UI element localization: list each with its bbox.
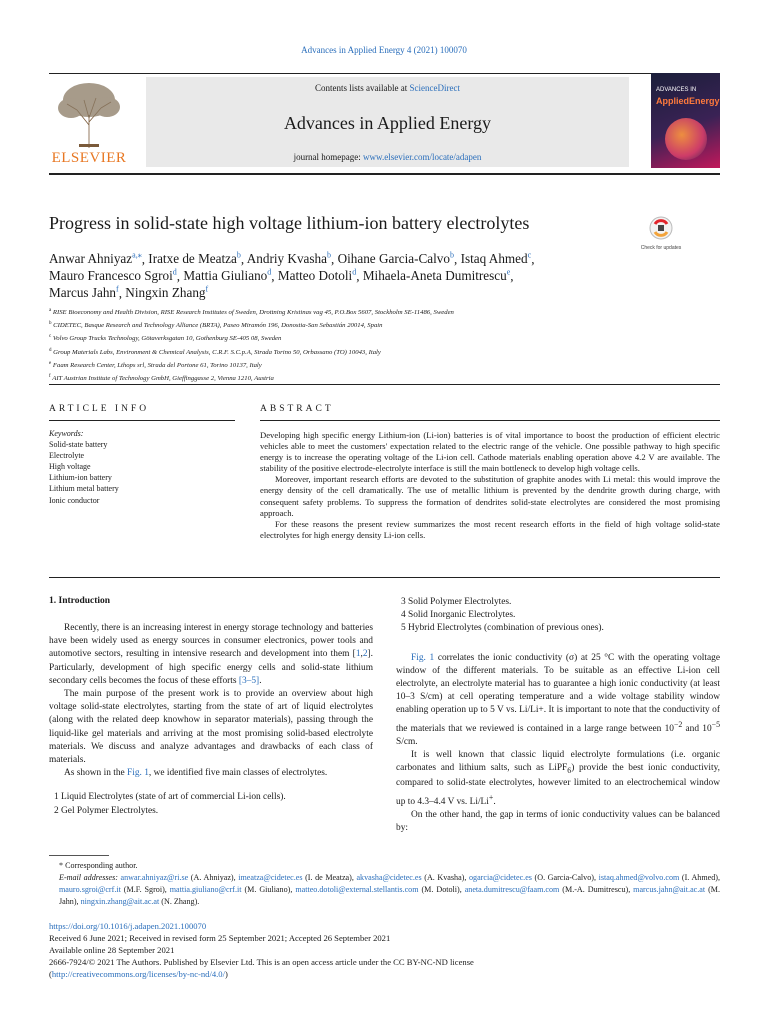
list-item: 4 Solid Inorganic Electrolytes. [401, 610, 516, 621]
body-column-right [396, 596, 720, 835]
journal-title: Advances in Applied Energy [283, 113, 492, 133]
intro-paragraph-4: Fig. 1 correlates the ionic conductivity (σ) at 25 °C with the operating voltage window of the different materials. To be suitable as an effective Li-ion cell electrolyte, an electrolyte material has to guarantee a high ionic conductivity (at least 10–3 S/cm) at cell operating temperature and a wide voltage stability window enabling operation up to 5 V vs. Li/Li+. It is important to note that the conductivity of the materials that we reviewed is contained in a large range between $10^{-2}$ and $10^{-5}$ S/cm. [396, 652, 720, 747]
homepage-link[interactable]: www.elsevier.com/locate/adapen [363, 152, 482, 162]
email-link[interactable]: ogarcia@cidetec.es [468, 873, 532, 882]
author[interactable]: Oihane Garcia-Calvo$^b$ [337, 251, 454, 267]
affiliation: $^d$ Group Materials Labs, Environment & Chemical Analysis, C.R.F. S.C.p.A, Strada Torino 50, Orbassano (TO) 10043, Italy [49, 347, 381, 356]
header-top-rule [49, 73, 720, 74]
electrolyte-class-list [49, 791, 373, 817]
elsevier-wordmark: ELSEVIER [51, 150, 127, 166]
electrolyte-class-list-cont [396, 596, 720, 636]
abstract-bottom-rule [49, 577, 720, 578]
email-link[interactable]: anwar.ahniyaz@ri.se [120, 873, 189, 882]
list-item: 5 Hybrid Electrolytes (combination of previous ones). [401, 623, 604, 634]
license-text: 2666-7924/© 2021 The Authors. Published by Elsevier Ltd. This is an open access article under the CC BY-NC-ND license [49, 957, 474, 968]
available-online: Available online 28 September 2021 [49, 945, 175, 956]
intro-paragraph-3: As shown in the Fig. 1, we identified five main classes of electrolytes. [64, 768, 328, 779]
author[interactable]: Marcus Jahn$^f$ [49, 285, 119, 301]
email-addresses: E-mail addresses: anwar.ahniyaz@ri.se (A. Ahniyaz), imeatza@cidetec.es (I. de Meatza), akvasha@cidetec.es (A. Kvasha), ogarcia@cidetec.es (O. Garcia-Calvo), istaq.ahmed@volvo.com (I. Ahmed), mauro.sgroi@crf.it (M.F. Sgroi), mattia.giuliano@crf.it (M. Giuliano), matteo.dotoli@external.stellantis.com (M. Dotoli), aneta.dumitrescu@faam.com (M.-A. Dumitrescu), marcus.jahn@ait.ac.at (M. Jahn), ningxin.zhang@ait.ac.at (N. Zhang). [59, 873, 720, 906]
affiliation: $^b$ CIDETEC, Basque Research and Technology Alliance (BRTA), Paseo Miramón 196, Donostia-San Sebastián 20014, Spain [49, 321, 383, 330]
abstract-heading: ABSTRACT [260, 404, 334, 414]
cover-title-line2: AppliedEnergy [656, 96, 720, 106]
contents-prefix: Contents lists available at [315, 83, 410, 93]
intro-paragraph-1: Recently, there is an increasing interest in energy storage technology and batteries have been widely used as energy sources in consumer electronics, power tools and automotive sectors, resulting in intensive research and development into them [1,2]. Particularly, development of high specific energy cells and solid-state lithium secondary cells becomes the focus of these efforts [3–5]. [49, 623, 373, 686]
cover-graphic [665, 118, 707, 160]
abstract-paragraph: Moreover, important research efforts are devoted to the substitution of graphite anodes with Li metal: this would improve the energy density of the cell dramatically. The use of metallic lithium is prevented by the dendrite growth during charge, with consequent safety problems. To suppress the formation of dendrites solid-state electrolytes are considered the most promising approach. [260, 474, 720, 518]
abstract-paragraph: For these reasons the present review summarizes the most recent research efforts in the field of high voltage solid-state electrolytes for high energy density Li-ion cells. [260, 518, 720, 540]
check-updates-label: Check for updates [640, 245, 682, 251]
corresponding-author-note: * Corresponding author. [59, 861, 138, 870]
affiliation: $^c$ Volvo Group Trucks Technology, Götaverksgatan 10, Gothenburg SE-405 08, Sweden [49, 334, 282, 343]
affiliation: $^a$ RISE Bioeconomy and Health Division, RISE Research Institutes of Sweden, Drottning Kristinas vag 45, P.O.Box 5607, Stockholm SE-11486, Sweden [49, 308, 454, 317]
author-line-1: Anwar Ahniyaz$^{a,⁎}$, Iratxe de Meatza$^b$, Andriy Kvasha$^b$, Oihane Garcia-Calvo$^b$, Istaq Ahmed$^c$, [49, 251, 535, 267]
abstract-paragraph: Developing high specific energy Lithium-ion (Li-ion) batteries is of vital importance to boost the production of efficient electric vehicles able to meet the customers' expectation related to the electric range of the vehicle. One possible pathway to high specific energy is to increase the operating voltage of the Li-ion cell. Cathode materials enabling operation above 4.2 V are available. The stability of the positive electrode-electrolyte interface is still the main bottleneck to develop high voltage cells. [260, 430, 720, 474]
check-updates-icon [649, 216, 673, 240]
email-link[interactable]: akvasha@cidetec.es [356, 873, 422, 882]
author[interactable]: Istaq Ahmed$^c$ [460, 251, 532, 267]
affiliations [49, 305, 699, 384]
figure-link[interactable]: Fig. 1 [127, 768, 149, 779]
intro-paragraph-5: It is well known that classic liquid electrolyte formulations (i.e. organic carbonates and lithium salts, such as LiPF$_6$) provide the best ionic conductivity, compared to solid-state electrolytes, however limited to an electrochemical window up to 4.3–4.4 V vs. Li/Li+. [396, 750, 721, 807]
keyword: Electrolyte [49, 451, 85, 461]
keyword: Lithium metal battery [49, 484, 119, 494]
list-item: 3 Solid Polymer Electrolytes. [401, 597, 512, 607]
article-title: Progress in solid-state high voltage lithium-ion battery electrolytes [49, 213, 530, 233]
journal-cover-thumbnail[interactable] [651, 73, 720, 168]
keyword: Lithium-ion battery [49, 473, 112, 483]
email-link[interactable]: imeatza@cidetec.es [238, 873, 303, 882]
body-column-left [49, 622, 373, 818]
keyword: High voltage [49, 462, 91, 472]
introduction-heading: 1. Introduction [49, 596, 111, 606]
keywords-block [49, 428, 229, 506]
journal-homepage [146, 152, 629, 162]
homepage-label: journal homepage: [293, 152, 364, 162]
affiliation: $^e$ Faam Research Center, Lthops srl, Strada del Portone 61, Torino 10137, Italy [49, 360, 262, 370]
license-link[interactable]: http://creativecommons.org/licenses/by-nc-nd/4.0/ [51, 969, 225, 980]
footnote-rule [49, 855, 109, 856]
article-metadata: https://doi.org/10.1016/j.adapen.2021.100070 Received 6 June 2021; Received in revised form 25 September 2021; Accepted 26 September 2021 Available online 28 September 2021 2666-7924/© 2021 The Authors. Published by Elsevier Ltd. This is an open access article under the CC BY-NC-ND license (http://creativecommons.org/licenses/by-nc-nd/4.0/) [49, 920, 720, 980]
keywords-label: Keywords: [49, 429, 84, 438]
keyword: Solid-state battery [49, 440, 108, 450]
list-item: 2 Gel Polymer Electrolytes. [54, 805, 159, 816]
abstract-rule [260, 420, 720, 421]
email-link[interactable]: matteo.dotoli@external.stellantis.com [295, 885, 419, 894]
cover-title-line1: ADVANCES IN [656, 87, 697, 93]
author[interactable]: Ningxin Zhang$^f$ [125, 285, 209, 301]
doi-link[interactable]: https://doi.org/10.1016/j.adapen.2021.100070 [49, 921, 207, 931]
article-info-rule [49, 420, 235, 421]
citation-link[interactable]: 1 [355, 649, 361, 660]
check-for-updates-button[interactable] [640, 216, 682, 256]
author[interactable]: Mattia Giuliano$^d$ [183, 268, 272, 284]
keyword: Ionic conductor [49, 495, 100, 505]
list-item: 1 Liquid Electrolytes (state of art of commercial Li-ion cells). [54, 792, 286, 803]
author[interactable]: Andriy Kvasha$^b$ [246, 251, 331, 267]
email-link[interactable]: ningxin.zhang@ait.ac.at [80, 897, 160, 906]
email-link[interactable]: aneta.dumitrescu@faam.com [464, 885, 560, 894]
author[interactable]: Mauro Francesco Sgroi$^d$ [49, 268, 177, 284]
author[interactable]: Mihaela-Aneta Dumitrescu$^e$ [362, 268, 511, 284]
citation-link[interactable]: [3–5] [238, 675, 260, 686]
figure-link[interactable]: Fig. 1 [411, 652, 435, 663]
author[interactable]: Anwar Ahniyaz$^{a,⁎}$ [49, 251, 142, 267]
sciencedirect-link[interactable]: ScienceDirect [409, 83, 460, 93]
affiliation: $^f$ AIT Austrian Institute of Technology GmbH, Gieffinggasse 2, Vienna 1210, Austria [49, 374, 274, 383]
author-line-3: Marcus Jahn$^f$, Ningxin Zhang$^f$ [49, 285, 209, 301]
email-link[interactable]: mattia.giuliano@crf.it [169, 885, 242, 894]
article-info-heading: ARTICLE INFO [49, 404, 150, 414]
author-line-2: Mauro Francesco Sgroi$^d$, Mattia Giuliano$^d$, Matteo Dotoli$^d$, Mihaela-Aneta Dumitrescu$^e$, [49, 268, 514, 284]
journal-reference[interactable]: Advances in Applied Energy 4 (2021) 100070 [301, 45, 467, 55]
intro-paragraph-2: The main purpose of the present work is to provide an overview about high voltage solid-state electrolytes, starting from the state of art of liquid electrolytes (along with the related deep knowhow in separator materials), passing through the liquid-like gel materials and arriving at the most promising solid-based electrolyte materials. We discuss and analyze advantages and drawbacks of each class of materials. [49, 689, 373, 766]
author[interactable]: Iratxe de Meatza$^b$ [148, 251, 241, 267]
header-bottom-rule [49, 173, 720, 175]
intro-paragraph-6: On the other hand, the gap in terms of ionic conductivity values can be balanced by: [396, 809, 720, 834]
email-link[interactable]: marcus.jahn@ait.ac.at [633, 885, 706, 894]
footnotes [49, 860, 720, 908]
received-dates: Received 6 June 2021; Received in revised form 25 September 2021; Accepted 26 September 2021 [49, 933, 391, 944]
email-link[interactable]: mauro.sgroi@crf.it [59, 885, 121, 894]
asterisk-icon: * [59, 861, 64, 870]
email-link[interactable]: istaq.ahmed@volvo.com [598, 873, 680, 882]
author[interactable]: Matteo Dotoli$^d$ [277, 268, 357, 284]
info-top-rule [49, 384, 720, 385]
contents-line [146, 83, 629, 93]
abstract-body [260, 430, 720, 541]
citation-link[interactable]: 2 [362, 649, 368, 660]
